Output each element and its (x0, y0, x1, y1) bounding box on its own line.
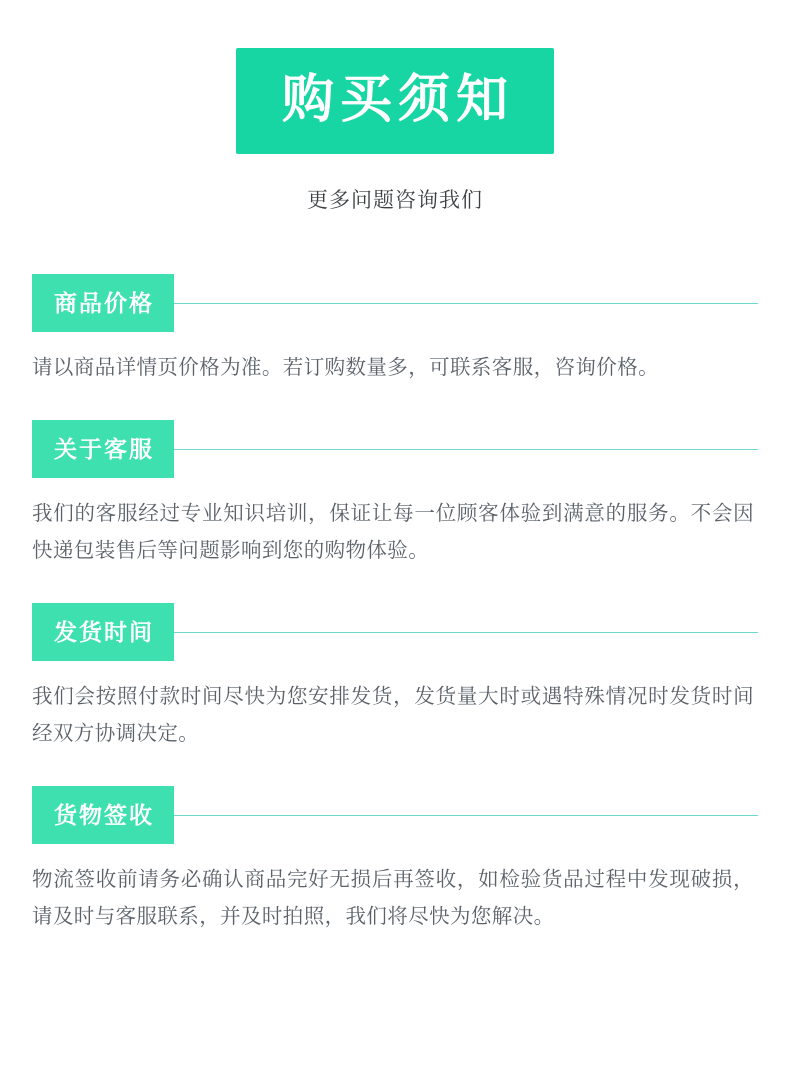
section-header (32, 420, 758, 478)
section-body-service: 我们的客服经过专业知识培训，保证让每一位顾客体验到满意的服务。不会因快递包装售后等问题影响到您的购物体验。 (32, 502, 754, 562)
section-divider (174, 632, 758, 633)
notice-section (32, 786, 758, 935)
notice-sections (0, 274, 790, 935)
section-body-price: 请以商品详情页价格为准。若订购数量多，可联系客服，咨询价格。 (32, 356, 659, 379)
section-header (32, 603, 758, 661)
page-subtitle: 更多问题咨询我们 (307, 189, 483, 212)
section-divider (174, 303, 758, 304)
section-tag-shipping-time: 发货时间 (32, 603, 174, 661)
section-tag-receiving: 货物签收 (32, 786, 174, 844)
notice-section (32, 420, 758, 569)
section-body-shipping-time: 我们会按照付款时间尽快为您安排发货，发货量大时或遇特殊情况时发货时间经双方协调决定。 (32, 685, 754, 745)
section-divider (174, 815, 758, 816)
page-header (0, 0, 790, 214)
section-divider (174, 449, 758, 450)
section-tag-price: 商品价格 (32, 274, 174, 332)
notice-section (32, 274, 758, 386)
section-header (32, 274, 758, 332)
section-tag-service: 关于客服 (32, 420, 174, 478)
section-body-receiving: 物流签收前请务必确认商品完好无损后再签收，如检验货品过程中发现破损，请及时与客服联系，并及时拍照，我们将尽快为您解决。 (32, 868, 754, 928)
section-header (32, 786, 758, 844)
page-title: 购买须知 (236, 48, 554, 154)
notice-section (32, 603, 758, 752)
